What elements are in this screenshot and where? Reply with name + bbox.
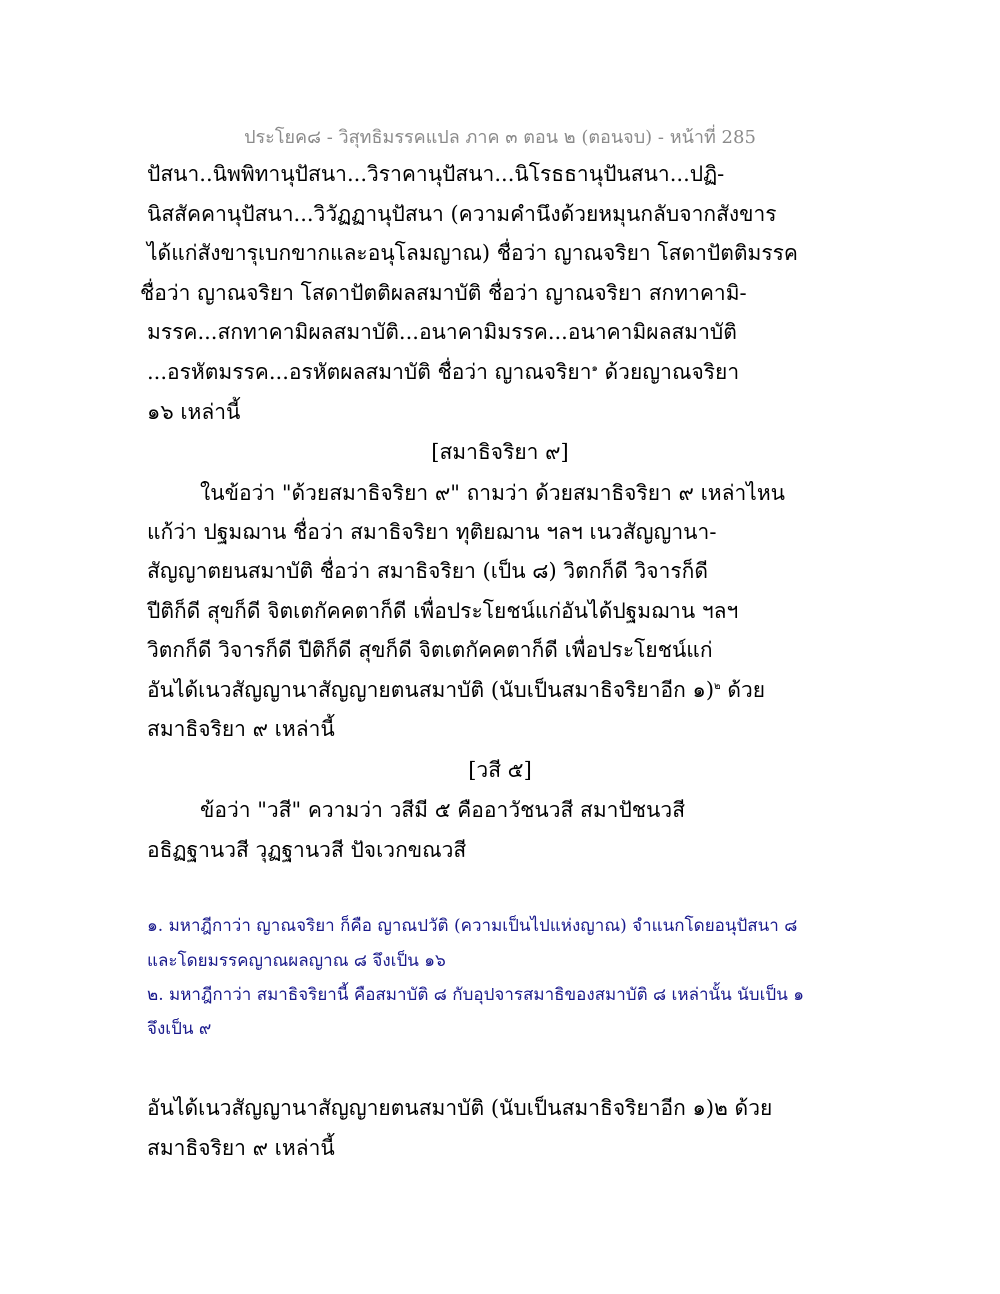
page-header: ประโยค๘ - วิสุทธิมรรคแปล ภาค ๓ ตอน ๒ (ตอนจบ) - หน้าที่ 285 <box>244 127 756 148</box>
body-line: มรรค...สกทาคามิผลสมาบัติ...อนาคามิมรรค...อนาคามิผลสมาบัติ <box>147 320 737 344</box>
body-line: ข้อว่า "วสี" ความว่า วสีมี ๕ คืออาวัชนวสี สมาปัชนวสี <box>200 798 686 822</box>
body-text: ...อรหัตมรรค...อรหัตผลสมาบัติ ชื่อว่า ญาณจริยา <box>147 360 592 384</box>
footnote-line: ๒. มหาฎีกาว่า สมาธิจริยานี้ คือสมาบัติ ๘ กับอุปจารสมาธิของสมาบัติ ๘ เหล่านั้น นับเป็น ๑ <box>147 985 805 1005</box>
body-text: อันได้เนวสัญญานาสัญญายตนสมาบัติ (นับเป็นสมาธิจริยาอีก ๑) <box>147 678 715 702</box>
body-line: นิสสัคคานุปัสนา...วิวัฏฏานุปัสนา (ความคำนึงด้วยหมุนกลับจากสังขาร <box>147 202 777 226</box>
footnote-line: จึงเป็น ๙ <box>147 1019 212 1039</box>
body-text: ด้วยญาณจริยา <box>604 360 740 384</box>
footnote-mark: ๑ <box>591 363 598 374</box>
body-line: ในข้อว่า "ด้วยสมาธิจริยา ๙" ถามว่า ด้วยสมาธิจริยา ๙ เหล่าไหน <box>200 481 786 505</box>
section-heading: [วสี ๕] <box>468 758 532 782</box>
body-line: อธิฏฐานวสี วุฏฐานวสี ปัจเวกขณวสี <box>147 838 467 862</box>
section-heading: [สมาธิจริยา ๙] <box>431 440 569 464</box>
footnote-line: ๑. มหาฎีกาว่า ญาณจริยา ก็คือ ญาณปวัติ (ความเป็นไปแห่งญาณ) จำแนกโดยอนุปัสนา ๘ <box>147 916 798 936</box>
body-line: ปัสนา..นิพพิทานุปัสนา...วิราคานุปัสนา...นิโรธธานุปันสนา...ปฏิ- <box>147 162 725 186</box>
body-line-with-footnote <box>147 680 765 701</box>
body-line: ปีติก็ดี สุขก็ดี จิตเตกัคคตาก็ดี เพื่อประโยชน์แก่อันได้ปฐมฌาน ฯลฯ <box>147 599 739 623</box>
body-text: ด้วย <box>727 678 766 702</box>
body-line: วิตกก็ดี วิจารก็ดี ปีติก็ดี สุขก็ดี จิตเตกัคคตาก็ดี เพื่อประโยชน์แก่ <box>147 638 713 662</box>
body-line: สมาธิจริยา ๙ เหล่านี้ <box>147 1136 335 1160</box>
body-line-with-footnote <box>147 362 739 383</box>
body-line: ชื่อว่า ญาณจริยา โสดาปัตติผลสมาบัติ ชื่อว่า ญาณจริยา สกทาคามิ- <box>140 281 747 305</box>
body-line: สัญญาตยนสมาบัติ ชื่อว่า สมาธิจริยา (เป็น ๘) วิตกก็ดี วิจารก็ดี <box>147 559 709 583</box>
footnote-mark: ๒ <box>714 681 721 692</box>
body-line: ได้แก่สังขารุเบกขากและอนุโลมญาณ) ชื่อว่า ญาณจริยา โสดาปัตติมรรค <box>147 241 798 265</box>
footnote-line: และโดยมรรคญาณผลญาณ ๘ จึงเป็น ๑๖ <box>147 951 446 971</box>
body-line: อันได้เนวสัญญานาสัญญายตนสมาบัติ (นับเป็นสมาธิจริยาอีก ๑)๒ ด้วย <box>147 1096 773 1120</box>
body-line: สมาธิจริยา ๙ เหล่านี้ <box>147 717 335 741</box>
body-line: แก้ว่า ปฐมฌาน ชื่อว่า สมาธิจริยา ทุติยฌาน ฯลฯ เนวสัญญานา- <box>147 520 717 544</box>
body-line: ๑๖ เหล่านี้ <box>147 400 241 424</box>
